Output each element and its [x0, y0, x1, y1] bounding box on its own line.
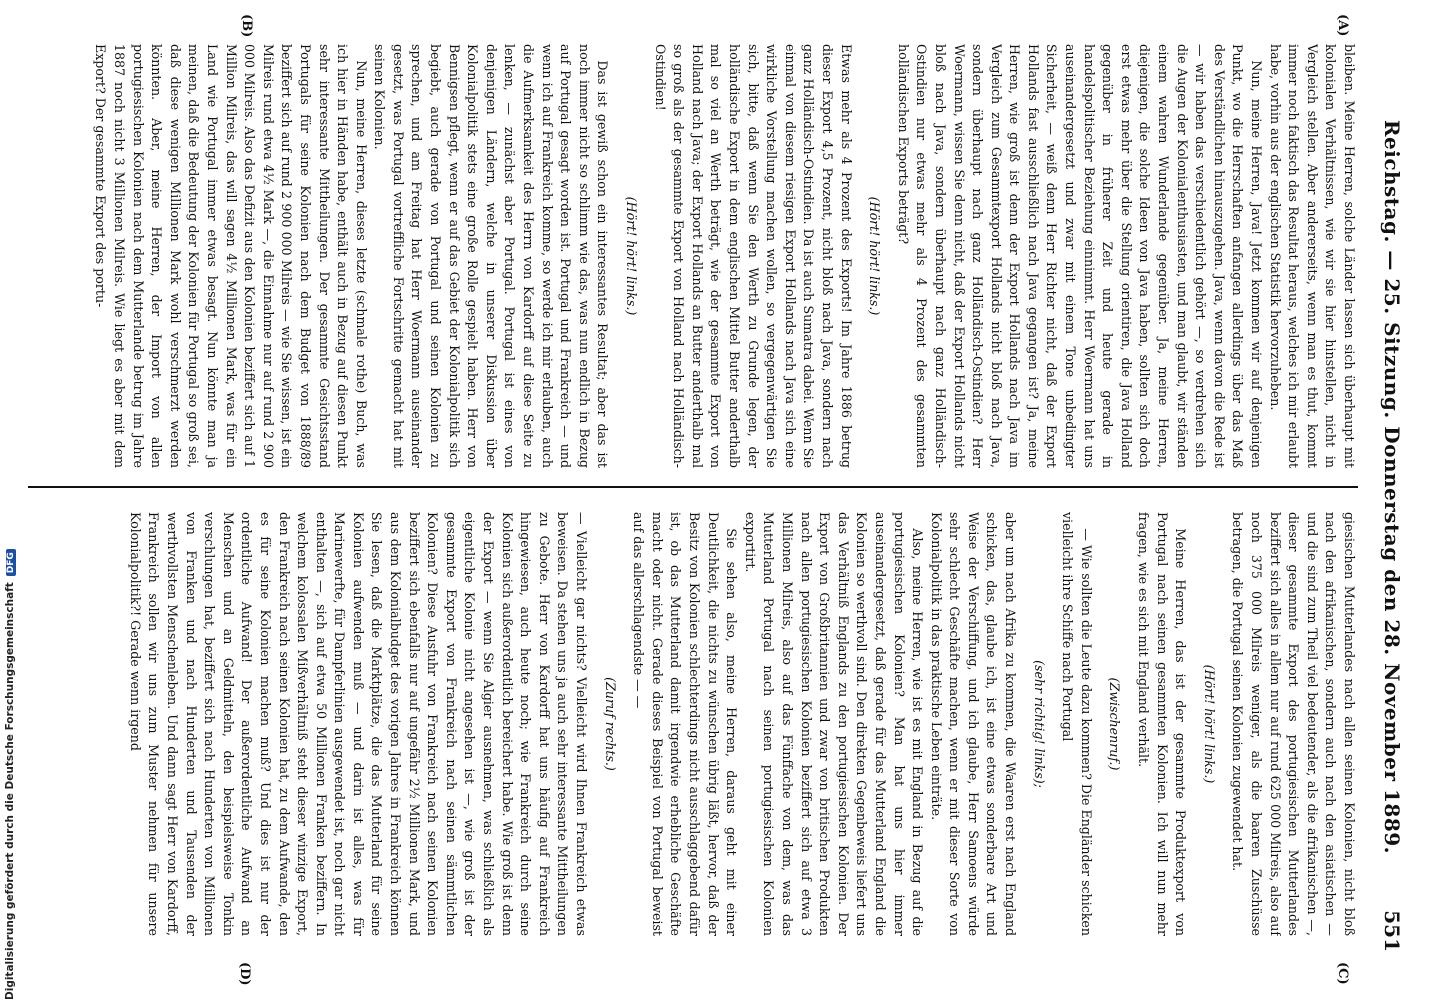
paragraph: — Vielleicht gar nichts? Vielleicht wird Ihnen Frankreich etwas beweisen. Da stehen uns ja auch sehr interessante Mittheilungen zu Gebote. Herr von Kardorff hat uns häufig auf Frankreich hingewiesen, auch heute noch; wie Frankreich durch seine Kolonien sich außerordentlich bereichert habe. Wie groß ist denn der Export — wenn Sie Algier ausnehmen, was schließlich als eigentliche Kolonie nicht angesehen ist —, wie groß ist der gesammte Export von Frankreich nach seinen sämmtlichen Kolonien? Diese Ausfuhr von Frankreich nach seinen Kolonien beziffert sich ebenfalls nur auf ungefähr 2½ Millionen Mark, und aus dem Kolonialbudget des vorigen Jahres in Frankreich können Sie lesen, daß die Marktplätze, die das Mutterland für seine Kolonien aufwenden muß — und darin ist alles, was für Marinewerfte, für Dampferlinien ausgewendet ist, noch gar nicht enthalten —, sich auf etwa 50 Millionen Franken beziffern. In welchem kolossalen Mißverhältniß steht dieser winzige Export, den Frankreich nach seinen Kolonien hat, zu dem Aufwande, den es für seine Kolonien machen muß? Und dies ist nur der ordentliche Aufwand! Der außerordentliche Aufwand an Menschen und an Geldmitteln, den beispielsweise Tonkin verschlungen hat, beziffert sich nach Hunderten von Millionen von Franken und nach Hunderten und Tausenden der werthvollsten Menschenleben. Und dann sagt Herr von Kardorff, Frankreich sollen wir uns zum Muster nehmen für unsere Kolonialpolitik?! Gerade wenn irgend: [127, 512, 590, 936]
column-divider: [28, 486, 1358, 488]
paragraph: Sie sehen also, meine Herren, daraus geht mit einer Deutlichkeit, die nichts zu wünschen übrig läßt, hervor, daß der Besitz von Kolonien schlechterdings nicht ausschlaggebend dafür ist, ob das Mutterland damit irgendwie erhebliche Geschäfte macht oder nicht. Gerade dieses Beispiel von Portugal beweist auf das allerschlagendste — —: [631, 512, 740, 936]
paragraph: Also, meine Herren, wie ist es mit England in Bezug auf die portugiesischen Kolonien? Man hat uns hier immer auseinandergesetzt, daß gerade für das Mutterland England die Kolonien so werthvoll sind. Den direkten Gegenbeweis liefert uns das Verhältniß Englands zu den portugiesischen Kolonien. Der Export von Großbritannien und zwar von britischen Produkten nach allen portugiesischen Kolonien beziffert sich auf etwa 3 Millionen Milreis, also auf das Fünffache von dem, was das Mutterland Portugal nach seinen portugiesischen Kolonien exportirt.: [742, 512, 926, 936]
interjection: (Zwischenruf.): [1107, 677, 1123, 771]
digitization-note: [4, 10, 22, 1000]
header-title: Reichstag. — 25. Sitzung. Donnerstag den 28. November 1889.: [1380, 119, 1404, 855]
interjection: (Hört! hört! links.): [1201, 664, 1217, 784]
paragraph: giesischen Mutterlandes nach allen seinen Kolonien, nicht bloß nach den afrikanischen, sondern auch nach den asiatischen — und die sind zum Theil viel bedeutender, als die afrikanischen —, dieser gesammte Export des portugiesischen Mutterlandes beziffert sich alles in allem nur auf rund 625 000 Milreis, also auf noch 375 000 Milreis weniger, als die baaren Zuschüsse betragen, die Portugal seinen Kolonien zugewendet hat.: [1230, 512, 1357, 936]
dfg-logo: DFG: [6, 549, 16, 576]
paragraph: — Wie sollten die Leute dazu kommen? Die Engländer schicken vielleicht ihre Schiffe nach Portugal: [1060, 512, 1094, 936]
margin-mark-c: (C): [1335, 962, 1350, 985]
page-header: [1374, 22, 1408, 952]
paragraph: bleiben. Meine Herren, solche Länder lassen sich überhaupt mit kolonialen Verhältnissen, wie wir sie hier hinstellen, nicht in Vergleich stellen. Aber andererseits, wenn man es thut, kommt immer noch faktisch das Resultat heraus, welches ich mir erlaubt habe, vorhin aus der englischen Statistik hervorzuheben.: [1267, 44, 1357, 468]
left-column: [28, 44, 1358, 468]
margin-mark-d: (D): [237, 962, 252, 986]
interjection: (Hört! hört! links.): [867, 196, 883, 316]
paragraph: Nun, meine Herren, dieses letzte (schmale rothe) Buch, was ich hier in Händen habe, enthält auch in Bezug auf diesen Punkt sehr interessante Mittheilungen. Der gesammte Gesichtsstand Portugals für seine Kolonien nach dem Budget von 1888/89 beziffert sich auf rund 2 900 000 Milreis — wie Sie wissen, ist ein Milreis rund etwa 4½ Mark —, die Einnahme nur auf rund 2 900 000 Milreis. Also das Defizit aus den Kolonien beziffert sich auf 1 Million Milreis, das will sagen 4½ Millionen Mark, was für ein Land wie Portugal immer etwas besagt. Nun könnte man ja meinen, daß die Bedeutung der Kolonien für Portugal so groß sei, daß diese wenigen Millionen Mark wohl verschmerzt werden könnten. Aber, meine Herren, der Import von allen portugiesischen Kolonien nach dem Mutterlande betrug im Jahre 1887 noch nicht 3 Millionen Milreis. Wie liegt es aber mit dem Export? Der gesammte Export des portu-: [93, 44, 369, 468]
interjection: (Hört! hört! links.): [624, 196, 640, 316]
interjection: (Zuruf rechts.): [602, 677, 618, 771]
paragraph: Das ist gewiß schon ein interessantes Resultat; aber das ist noch immer nicht so schlimm wie das, was nun endlich in Bezug auf Portugal gesagt worden ist. Portugal und Frankreich — und wenn ich auf Frankreich komme, so werde ich mir erlauben, auch die Aufmerksamkeit des Herrn von Kardorff auf diese Seite zu lenken, — zunächst aber Portugal. Portugal ist eines von denjenigen Ländern, welche in unserer Diskussion über Kolonialpolitik stets eine große Rolle gespielt haben. Herr von Bennigsen pflegt, wenn er auf das Gebiet der Kolonialpolitik sich begiebt, auch gerade von Portugal und seinen Kolonien zu sprechen, und am Freitag hat Herr Woermann auseinander gesetzt, was Portugal vortreffliche Fortschritte gemacht hat mit seinen Kolonien.: [372, 44, 611, 468]
right-column: [28, 512, 1358, 936]
paragraph: aber um nach Afrika zu kommen, die Waaren erst nach England schicken, das, glaube ich, ist eine etwas sonderbare Art und Weise der Verschiffung, und ich glaube, Herr Samoens würde sehr schlecht Geschäfte machen, wenn er mit dieser Sorte von Kolonialpolitik in das praktische Leben einträte.: [928, 512, 1019, 936]
digitization-note-text: Digitalisierung gefördert durch die Deutsche Forschungsgemeinschaft: [4, 582, 16, 1000]
paragraph: Etwas mehr als 4 Prozent des Exports! Im Jahre 1886 betrug dieser Export 4,5 Prozent, nicht bloß nach Java, sondern nach ganz Holländisch-Ostindien. Da ist auch Sumatra dabei. Wenn Sie einmal von diesem riesigen Export Hollands nach Java sich eine wirkliche Vorstellung machen wollen, so vergegenwärtigen Sie sich, bitte, daß wenn Sie den Werth zu Grunde legen, der holländische Export in dem englischen Mittel Butter anderthalb mal so viel an Werth beträgt, wie der gesammte Export von Holland nach Java; der Export Hollands an Butter anderthalb mal so groß als der gesammte Export von Holland nach Holländisch-Ostindien!: [652, 44, 854, 468]
margin-mark-b: (B): [239, 14, 254, 38]
margin-mark-a: (A): [1335, 14, 1350, 37]
paragraph: Meine Herren, das ist der gesammte Produktexport von Portugal nach seinen gesammten Kolonien. Ich will nun mehr fragen, wie es sich mit England verhält.: [1136, 512, 1189, 936]
interjection: (sehr richtig! links);: [1031, 660, 1047, 788]
paragraph: Nun, meine Herren, Java! Jetzt kommen wir auf denjenigen Punkt, wo die Herrschaften anfangen allerdings über das Maß des Verständlichen hinauszugehen. Java, wenn davon die Rede ist — wir haben das verschiedentlich gehört —, so verdrehen sich die Augen der Kolonialenthusiasten, und man glaubt, wir ständen einem wahren Wunderlande gegenüber. Ja, meine Herren, diejenigen, die solche Ideen von Java haben, sollten sich doch erst etwas mehr über die Stellung orientiren, die Java Holland gegenüber in früherer Zeit und heute gerade in handelspolitischer Beziehung einnimmt. Herr Woermann hat uns auseinandergesetzt und zwar mit einem Tone unbedingter Sicherheit, — weiß denn Herr Richter nicht, daß der Export Hollands fast ausschließlich nach Java gegangen ist? Ja, meine Herren, wie groß ist denn der Export Hollands nach Java im Vergleich zum Gesammtexport Hollands nicht bloß nach Java, sondern überhaupt nach ganz Holländisch-Ostindien? Herr Woermann, wissen Sie denn nicht, daß der Export Hollands nicht bloß nach Java, sondern überhaupt nach ganz Holländisch-Ostindien nur etwas mehr als 4 Prozent des gesammten holländischen Exports beträgt?: [895, 44, 1265, 468]
page-number: 551: [1380, 910, 1404, 952]
